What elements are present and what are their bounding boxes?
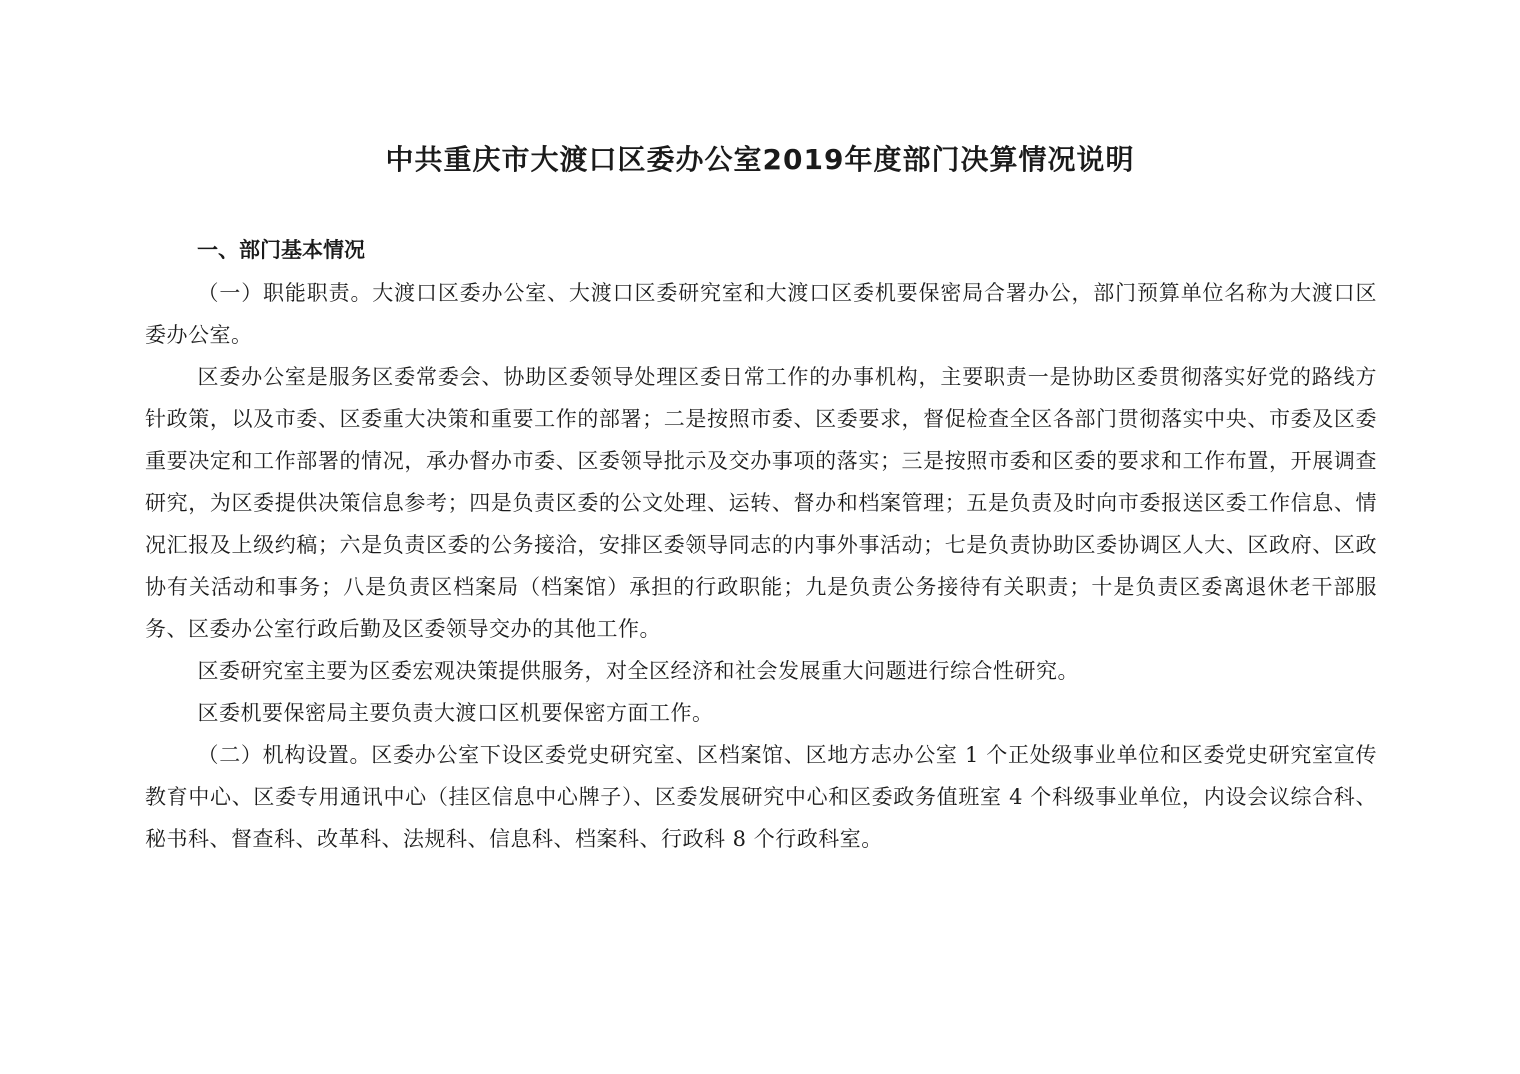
paragraph-confidential-bureau: 区委机要保密局主要负责大渡口区机要保密方面工作。 (197, 701, 714, 725)
document-body (145, 232, 1377, 860)
paragraph-office-duties: 区委办公室是服务区委常委会、协助区委领导处理区委日常工作的办事机构，主要职责一是协助区委贯彻落实好党的路线方针政策，以及市委、区委重大决策和重要工作的部署；二是按照市委、区委要求，督促检查全区各部门贯彻落实中央、市委及区委重要决定和工作部署的情况，承办督办市委、区委领导批示及交办事项的落实；三是按照市委和区委的要求和工作布置，开展调查研究，为区委提供决策信息参考；四是负责区委的公文处理、运转、督办和档案管理；五是负责及时向市委报送区委工作信息、情况汇报及上级约稿；六是负责区委的公务接洽，安排区委领导同志的内事外事活动；七是负责协助区委协调区人大、区政府、区政协有关活动和事务；八是负责区档案局（档案馆）承担的行政职能；九是负责公务接待有关职责；十是负责区委离退休老干部服务、区委办公室行政后勤及区委领导交办的其他工作。 (145, 365, 1377, 641)
paragraph-organization: （二）机构设置。区委办公室下设区委党史研究室、区档案馆、区地方志办公室 1 个正处级事业单位和区委党史研究室宣传教育中心、区委专用通讯中心（挂区信息中心牌子）、区委发展研究中心和区委政务值班室 4 个科级事业单位，内设会议综合科、秘书科、督查科、改革科、法规科、信息科、档案科、行政科 8 个行政科室。 (145, 743, 1377, 851)
paragraph-functions: （一）职能职责。大渡口区委办公室、大渡口区委研究室和大渡口区委机要保密局合署办公，部门预算单位名称为大渡口区委办公室。 (145, 281, 1377, 347)
section-heading: 一、部门基本情况 (197, 238, 365, 262)
document-title: 中共重庆市大渡口区委办公室2019年度部门决算情况说明 (385, 143, 1135, 176)
paragraph-research-office: 区委研究室主要为区委宏观决策提供服务，对全区经济和社会发展重大问题进行综合性研究。 (197, 659, 1079, 683)
